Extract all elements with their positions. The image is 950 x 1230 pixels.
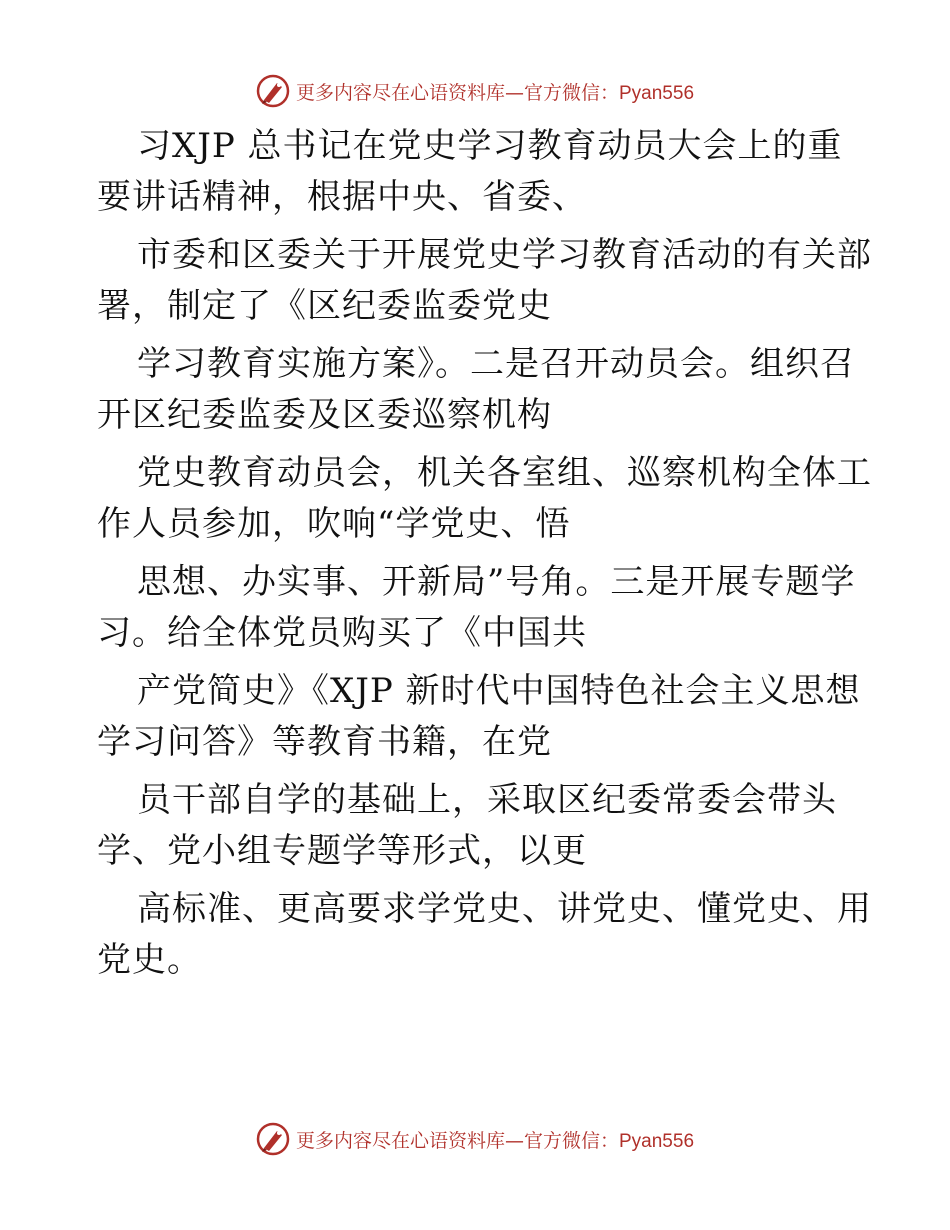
footer-watermark: [0, 1119, 950, 1159]
header-watermark: [0, 71, 950, 111]
document-body: [97, 121, 872, 993]
watermark-group: [256, 1122, 694, 1156]
watermark-handle: Pyan556: [619, 1130, 695, 1152]
paragraph: [97, 557, 857, 659]
text-line: 市委和区委关于开展党史学习教育活动的有关部: [137, 235, 872, 275]
text-line: 作人员参加，吹响“学党史、悟: [97, 504, 571, 544]
text-line: 学、党小组专题学等形式，以更: [97, 831, 587, 871]
watermark-text: [296, 78, 694, 105]
pen-logo-icon: [256, 74, 290, 108]
watermark-label: 更多内容尽在心语资料库—官方微信：: [295, 81, 619, 104]
paragraph: [97, 884, 872, 986]
paragraph: [97, 448, 872, 550]
text-line: 要讲话精神，根据中央、省委、: [97, 177, 587, 217]
text-line: 产党简史》《XJP 新时代中国特色社会主义思想: [137, 671, 861, 711]
paragraph: [97, 230, 872, 332]
watermark-group: [256, 74, 694, 108]
text-line: 高标准、更高要求学党史、讲党史、懂党史、用: [137, 889, 872, 929]
text-line: 学习问答》等教育书籍，在党: [97, 722, 552, 762]
watermark-handle: Pyan556: [619, 82, 695, 104]
pen-logo-icon: [256, 1122, 290, 1156]
paragraph: [97, 666, 861, 768]
text-line: 署，制定了《区纪委监委党史: [97, 286, 552, 326]
paragraph: [97, 775, 857, 877]
text-line: 党史。: [97, 940, 202, 980]
paragraph: [97, 339, 857, 441]
text-line: 学习教育实施方案》。二是召开动员会。组织召: [137, 344, 855, 384]
watermark-text: [296, 1126, 694, 1153]
text-line: 开区纪委监委及区委巡察机构: [97, 395, 552, 435]
paragraph: [97, 121, 857, 223]
text-line: 习XJP 总书记在党史学习教育动员大会上的重: [137, 126, 843, 166]
text-line: 党史教育动员会，机关各室组、巡察机构全体工: [137, 453, 872, 493]
watermark-label: 更多内容尽在心语资料库—官方微信：: [295, 1129, 619, 1152]
text-line: 思想、办实事、开新局”号角。三是开展专题学: [137, 562, 856, 602]
text-line: 员干部自学的基础上，采取区纪委常委会带头: [137, 780, 837, 820]
text-line: 习。给全体党员购买了《中国共: [97, 613, 587, 653]
